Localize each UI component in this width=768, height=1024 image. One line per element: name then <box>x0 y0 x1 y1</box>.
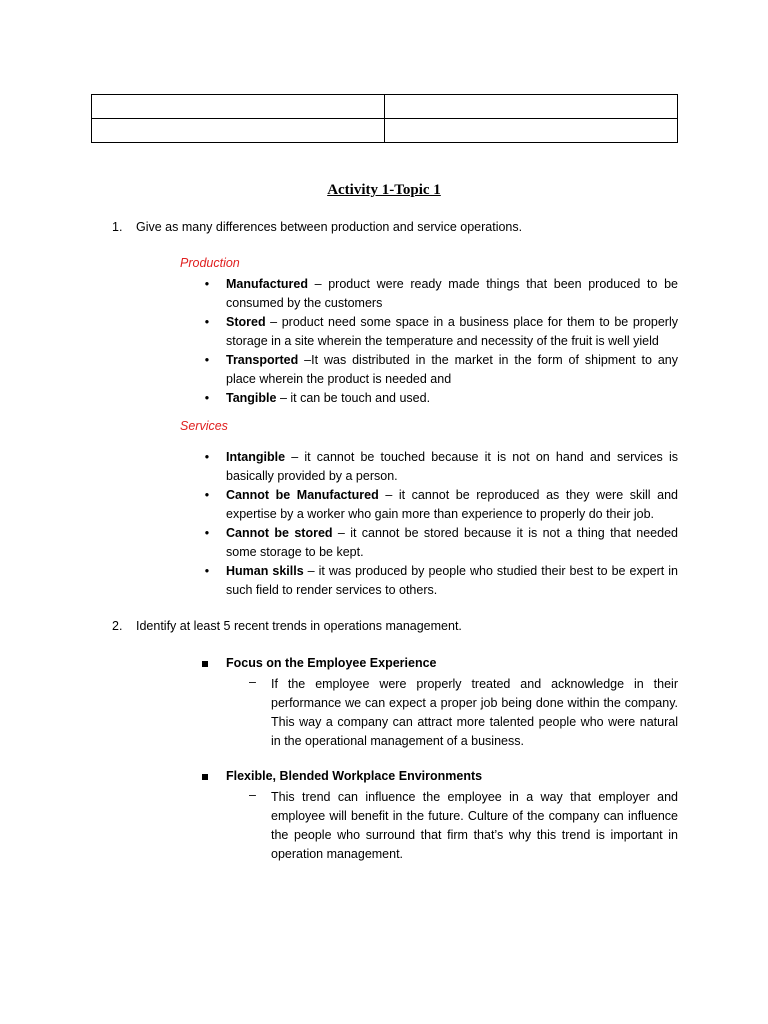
bullet-icon: • <box>204 353 210 367</box>
square-bullet-icon <box>202 661 208 667</box>
item-text: – it was produced by people who studied their best to be expert in such field to render services to others. <box>226 564 678 597</box>
square-bullet-icon <box>202 774 208 780</box>
bullet-icon: • <box>204 450 210 464</box>
dash-icon: – <box>249 675 256 689</box>
question-text: Give as many differences between production and service operations. <box>136 220 523 234</box>
item-text: – it cannot be stored because it is not a thing that needed some storage to be kept. <box>226 526 678 559</box>
list-item <box>202 486 678 524</box>
header-table <box>91 94 678 143</box>
bullet-icon: • <box>204 488 210 502</box>
item-text: – product need some space in a business place for them to be properly storage in a site wherein the temperature and necessity of the fruit is well yield <box>226 315 678 348</box>
item-text: – product were ready made things that been produced to be consumed by the customers <box>226 277 678 310</box>
item-term: Manufactured <box>226 277 308 291</box>
item-term: Tangible <box>226 391 277 405</box>
bullet-icon: • <box>204 526 210 540</box>
list-item <box>202 389 678 408</box>
production-label: Production <box>180 256 240 270</box>
item-text: – it cannot be reproduced as they were skill and expertise by a worker who gain more than experience to properly do their job. <box>226 488 678 521</box>
activity-title: Activity 1-Topic 1 <box>327 182 441 198</box>
trend-heading: Flexible, Blended Workplace Environments <box>226 769 483 783</box>
item-text: –It was distributed in the market in the form of shipment to any place wherein the product is needed and <box>226 353 678 386</box>
header-table-cell <box>385 119 678 143</box>
list-item <box>202 275 678 313</box>
list-item <box>202 562 678 600</box>
services-label: Services <box>180 419 228 433</box>
item-term: Cannot be Manufactured <box>226 488 379 502</box>
item-term: Cannot be stored <box>226 526 333 540</box>
item-text: – it can be touch and used. <box>276 391 431 405</box>
bullet-icon: • <box>204 315 210 329</box>
question-number: 2. <box>112 619 123 633</box>
trend-heading: Focus on the Employee Experience <box>226 656 437 670</box>
header-table-cell <box>92 95 385 119</box>
bullet-icon: • <box>204 564 210 578</box>
item-text: – it cannot be touched because it is not on hand and services is basically provided by a person. <box>226 450 678 483</box>
list-item <box>202 313 678 351</box>
production-list <box>202 275 678 408</box>
list-item <box>202 351 678 389</box>
header-table-cell <box>385 95 678 119</box>
dash-icon: – <box>249 788 256 802</box>
list-item <box>202 448 678 486</box>
header-table-cell <box>92 119 385 143</box>
list-item <box>202 524 678 562</box>
services-list <box>202 448 678 600</box>
header-table-row <box>92 95 678 119</box>
header-table-row <box>92 119 678 143</box>
question-text: Identify at least 5 recent trends in operations management. <box>136 619 462 633</box>
bullet-icon: • <box>204 391 210 405</box>
bullet-icon: • <box>204 277 210 291</box>
trend-description: If the employee were properly treated and acknowledge in their performance we can expect a proper job being done within the company. This way a company can attract more talented people who were natural in the operational management of a business. <box>271 677 678 748</box>
item-term: Intangible <box>226 450 286 464</box>
question-number: 1. <box>112 220 123 234</box>
item-term: Transported <box>226 353 299 367</box>
item-term: Human skills <box>226 564 304 578</box>
trend-description: This trend can influence the employee in a way that employer and employee will benefit in the future. Culture of the company can influence the people who surround that firm that’s why this trend is important in operation management. <box>271 790 678 861</box>
item-term: Stored <box>226 315 266 329</box>
